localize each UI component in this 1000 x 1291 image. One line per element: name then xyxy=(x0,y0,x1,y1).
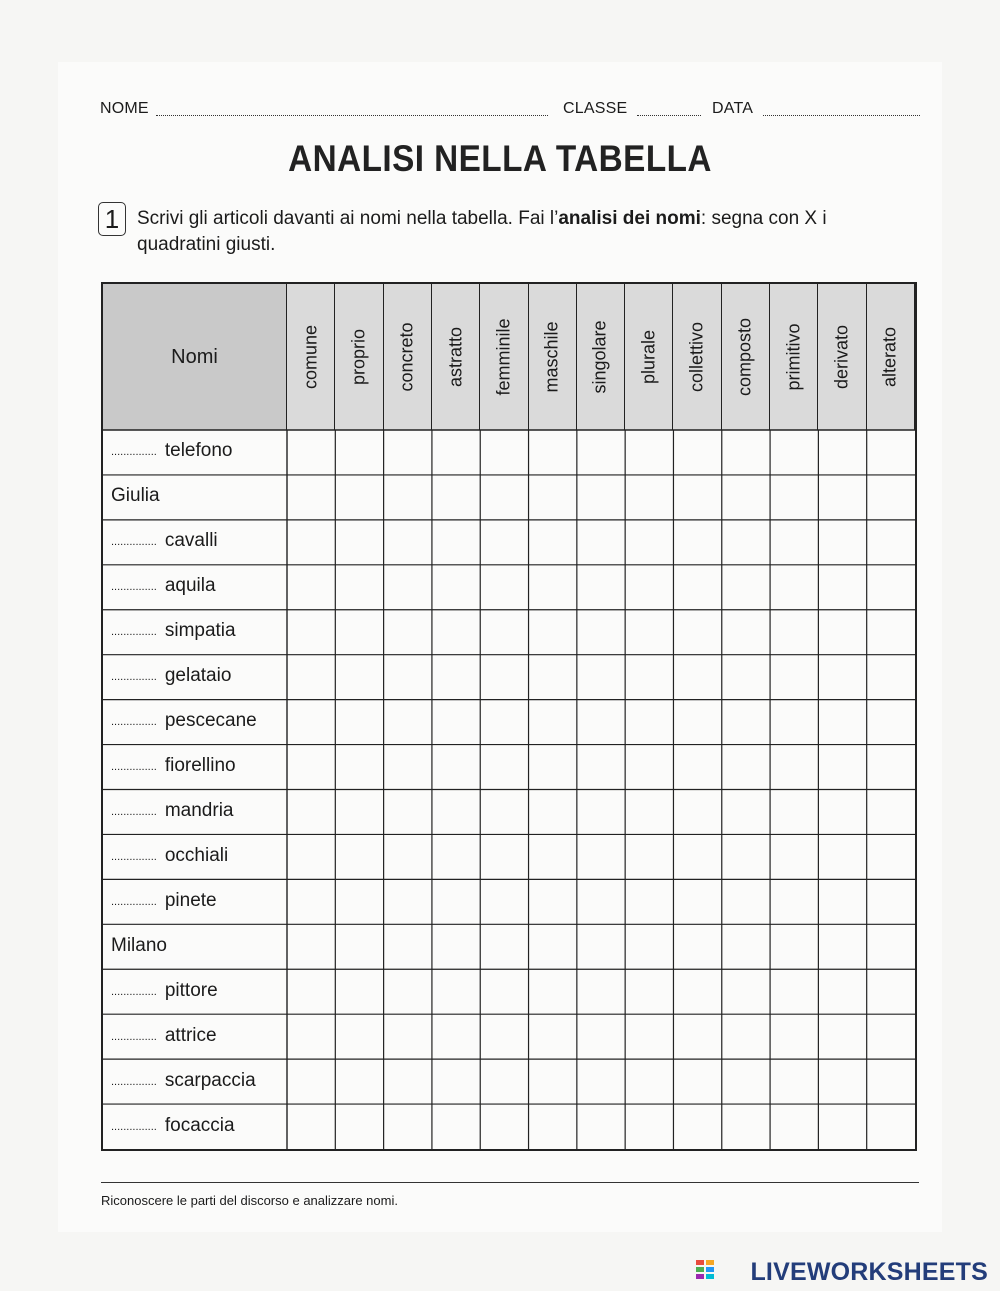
checkbox-cell-milano-primitivo[interactable] xyxy=(771,925,817,968)
checkbox-cell-telefono-astratto[interactable] xyxy=(433,431,479,474)
checkbox-cell-attrice-proprio[interactable] xyxy=(336,1015,382,1058)
checkbox-cell-milano-plurale[interactable] xyxy=(626,925,672,968)
row-noun: cavalli xyxy=(164,530,218,552)
row-label-cavalli xyxy=(111,530,218,552)
checkbox-cell-scarpaccia-femminile[interactable] xyxy=(481,1060,527,1103)
row-noun: fiorellino xyxy=(164,755,236,777)
checkbox-cell-pescecane-collettivo[interactable] xyxy=(674,701,720,744)
checkbox-cell-telefono-comune[interactable] xyxy=(288,431,334,474)
article-blank-field[interactable]: ............... xyxy=(111,446,157,459)
checkbox-cell-telefono-concreto[interactable] xyxy=(385,431,431,474)
checkbox-cell-telefono-alterato[interactable] xyxy=(868,431,914,474)
checkbox-cell-scarpaccia-primitivo[interactable] xyxy=(771,1060,817,1103)
row-label-pescecane xyxy=(111,710,257,732)
checkbox-cell-giulia-collettivo[interactable] xyxy=(674,476,720,519)
checkbox-cell-focaccia-concreto[interactable] xyxy=(385,1105,431,1148)
checkbox-cell-pittore-alterato[interactable] xyxy=(868,970,914,1013)
classe-field[interactable] xyxy=(637,115,701,116)
column-label: concreto xyxy=(396,322,417,392)
checkbox-cell-mandria-maschile[interactable] xyxy=(530,791,576,834)
checkbox-cell-cavalli-composto[interactable] xyxy=(723,521,769,564)
checkbox-cell-telefono-femminile[interactable] xyxy=(481,431,527,474)
row-noun: mandria xyxy=(164,799,234,821)
checkbox-cell-pinete-alterato[interactable] xyxy=(868,880,914,923)
checkbox-cell-fiorellino-plurale[interactable] xyxy=(626,746,672,789)
checkbox-cell-scarpaccia-composto[interactable] xyxy=(723,1060,769,1103)
checkbox-cell-occhiali-composto[interactable] xyxy=(723,835,769,878)
checkbox-cell-simpatia-alterato[interactable] xyxy=(868,611,914,654)
checkbox-cell-focaccia-alterato[interactable] xyxy=(868,1105,914,1148)
checkbox-cell-gelataio-derivato[interactable] xyxy=(819,656,865,699)
checkbox-cell-pescecane-concreto[interactable] xyxy=(385,701,431,744)
checkbox-cell-occhiali-plurale[interactable] xyxy=(626,835,672,878)
checkbox-cell-aquila-maschile[interactable] xyxy=(530,566,576,609)
checkbox-cell-scarpaccia-maschile[interactable] xyxy=(530,1060,576,1103)
checkbox-cell-cavalli-singolare[interactable] xyxy=(578,521,624,564)
data-label: DATA xyxy=(712,100,754,117)
checkbox-cell-focaccia-plurale[interactable] xyxy=(626,1105,672,1148)
row-label-milano xyxy=(111,935,167,957)
checkbox-cell-milano-composto[interactable] xyxy=(723,925,769,968)
checkbox-cell-pittore-maschile[interactable] xyxy=(530,970,576,1013)
student-info-line xyxy=(100,98,920,122)
checkbox-cell-pescecane-primitivo[interactable] xyxy=(771,701,817,744)
checkbox-cell-scarpaccia-astratto[interactable] xyxy=(433,1060,479,1103)
checkbox-cell-pittore-composto[interactable] xyxy=(723,970,769,1013)
checkbox-cell-mandria-primitivo[interactable] xyxy=(771,791,817,834)
column-label: femminile xyxy=(493,318,514,396)
checkbox-cell-simpatia-plurale[interactable] xyxy=(626,611,672,654)
checkbox-cell-giulia-composto[interactable] xyxy=(723,476,769,519)
checkbox-cell-telefono-maschile[interactable] xyxy=(530,431,576,474)
checkbox-cell-occhiali-alterato[interactable] xyxy=(868,835,914,878)
checkbox-cell-telefono-singolare[interactable] xyxy=(578,431,624,474)
checkbox-cell-milano-comune[interactable] xyxy=(288,925,334,968)
checkbox-cell-fiorellino-astratto[interactable] xyxy=(433,746,479,789)
checkbox-cell-attrice-primitivo[interactable] xyxy=(771,1015,817,1058)
checkbox-cell-milano-concreto[interactable] xyxy=(385,925,431,968)
article-blank-field[interactable]: ............... xyxy=(111,536,157,549)
checkbox-cell-pinete-femminile[interactable] xyxy=(481,880,527,923)
article-blank-field[interactable]: ............... xyxy=(111,761,157,774)
checkbox-cell-gelataio-concreto[interactable] xyxy=(385,656,431,699)
row-label-gelataio xyxy=(111,665,231,687)
checkbox-cell-pittore-singolare[interactable] xyxy=(578,970,624,1013)
row-noun: attrice xyxy=(164,1024,217,1046)
checkbox-cell-gelataio-collettivo[interactable] xyxy=(674,656,720,699)
checkbox-cell-pinete-singolare[interactable] xyxy=(578,880,624,923)
checkbox-cell-focaccia-astratto[interactable] xyxy=(433,1105,479,1148)
row-noun: pittore xyxy=(164,979,218,1001)
checkbox-cell-occhiali-singolare[interactable] xyxy=(578,835,624,878)
checkbox-cell-simpatia-composto[interactable] xyxy=(723,611,769,654)
exercise-number: 1 xyxy=(98,202,126,236)
row-noun: pinete xyxy=(164,889,217,911)
row-noun: aquila xyxy=(164,575,216,597)
checkbox-cell-focaccia-singolare[interactable] xyxy=(578,1105,624,1148)
row-noun: Milano xyxy=(111,934,167,956)
row-label-giulia xyxy=(111,485,160,507)
checkbox-cell-attrice-composto[interactable] xyxy=(723,1015,769,1058)
checkbox-cell-milano-femminile[interactable] xyxy=(481,925,527,968)
checkbox-cell-fiorellino-concreto[interactable] xyxy=(385,746,431,789)
checkbox-cell-giulia-plurale[interactable] xyxy=(626,476,672,519)
checkbox-cell-scarpaccia-concreto[interactable] xyxy=(385,1060,431,1103)
checkbox-cell-pittore-derivato[interactable] xyxy=(819,970,865,1013)
row-noun: pescecane xyxy=(164,710,257,732)
checkbox-cell-giulia-maschile[interactable] xyxy=(530,476,576,519)
checkbox-cell-attrice-comune[interactable] xyxy=(288,1015,334,1058)
column-label: plurale xyxy=(638,329,659,385)
article-blank-field[interactable]: ............... xyxy=(111,1075,157,1088)
checkbox-cell-mandria-femminile[interactable] xyxy=(481,791,527,834)
checkbox-cell-mandria-alterato[interactable] xyxy=(868,791,914,834)
checkbox-cell-attrice-astratto[interactable] xyxy=(433,1015,479,1058)
checkbox-cell-fiorellino-composto[interactable] xyxy=(723,746,769,789)
checkbox-cell-pescecane-derivato[interactable] xyxy=(819,701,865,744)
checkbox-cell-cavalli-primitivo[interactable] xyxy=(771,521,817,564)
checkbox-cell-pinete-concreto[interactable] xyxy=(385,880,431,923)
data-field[interactable] xyxy=(763,115,920,116)
checkbox-cell-giulia-derivato[interactable] xyxy=(819,476,865,519)
checkbox-cell-telefono-composto[interactable] xyxy=(723,431,769,474)
exercise-instruction: Scrivi gli articoli davanti ai nomi nella tabella. Fai l’analisi dei nomi: segna con X i quadratini giusti. xyxy=(137,208,827,255)
checkbox-cell-occhiali-concreto[interactable] xyxy=(385,835,431,878)
checkbox-cell-attrice-femminile[interactable] xyxy=(481,1015,527,1058)
checkbox-cell-mandria-collettivo[interactable] xyxy=(674,791,720,834)
checkbox-cell-telefono-derivato[interactable] xyxy=(819,431,865,474)
checkbox-cell-mandria-composto[interactable] xyxy=(723,791,769,834)
checkbox-cell-gelataio-singolare[interactable] xyxy=(578,656,624,699)
checkbox-cell-pittore-comune[interactable] xyxy=(288,970,334,1013)
checkbox-cell-telefono-plurale[interactable] xyxy=(626,431,672,474)
row-label-pinete xyxy=(111,890,217,912)
checkbox-cell-fiorellino-comune[interactable] xyxy=(288,746,334,789)
checkbox-cell-pescecane-maschile[interactable] xyxy=(530,701,576,744)
checkbox-cell-mandria-comune[interactable] xyxy=(288,791,334,834)
column-label: derivato xyxy=(831,324,852,390)
article-blank-field[interactable]: ............... xyxy=(111,850,157,863)
column-label: alterato xyxy=(879,326,900,388)
checkbox-cell-aquila-plurale[interactable] xyxy=(626,566,672,609)
checkbox-cell-focaccia-collettivo[interactable] xyxy=(674,1105,720,1148)
column-label: collettivo xyxy=(686,321,707,393)
checkbox-cell-gelataio-alterato[interactable] xyxy=(868,656,914,699)
checkbox-cell-fiorellino-maschile[interactable] xyxy=(530,746,576,789)
row-noun: telefono xyxy=(164,440,233,462)
checkbox-cell-aquila-proprio[interactable] xyxy=(336,566,382,609)
checkbox-cell-pittore-concreto[interactable] xyxy=(385,970,431,1013)
checkbox-cell-aquila-astratto[interactable] xyxy=(433,566,479,609)
row-label-pittore xyxy=(111,980,218,1002)
checkbox-cell-occhiali-primitivo[interactable] xyxy=(771,835,817,878)
checkbox-cell-fiorellino-proprio[interactable] xyxy=(336,746,382,789)
checkbox-cell-focaccia-maschile[interactable] xyxy=(530,1105,576,1148)
checkbox-cell-giulia-primitivo[interactable] xyxy=(771,476,817,519)
checkbox-cell-gelataio-plurale[interactable] xyxy=(626,656,672,699)
checkbox-cell-pescecane-comune[interactable] xyxy=(288,701,334,744)
checkbox-cell-pittore-collettivo[interactable] xyxy=(674,970,720,1013)
checkbox-cell-pinete-derivato[interactable] xyxy=(819,880,865,923)
checkbox-cell-pescecane-astratto[interactable] xyxy=(433,701,479,744)
classe-label: CLASSE xyxy=(563,100,628,117)
row-label-simpatia xyxy=(111,620,236,642)
column-label: astratto xyxy=(445,326,466,388)
column-label: maschile xyxy=(541,321,562,393)
checkbox-cell-focaccia-femminile[interactable] xyxy=(481,1105,527,1148)
checkbox-cell-giulia-singolare[interactable] xyxy=(578,476,624,519)
checkbox-cell-aquila-concreto[interactable] xyxy=(385,566,431,609)
checkbox-cell-aquila-collettivo[interactable] xyxy=(674,566,720,609)
checkbox-cell-giulia-comune[interactable] xyxy=(288,476,334,519)
checkbox-cell-aquila-derivato[interactable] xyxy=(819,566,865,609)
checkbox-cell-scarpaccia-singolare[interactable] xyxy=(578,1060,624,1103)
row-noun: gelataio xyxy=(164,665,232,687)
footer-note: Riconoscere le parti del discorso e analizzare nomi. xyxy=(101,1193,398,1208)
liveworksheets-logo-icon xyxy=(696,1260,714,1284)
checkbox-cell-focaccia-derivato[interactable] xyxy=(819,1105,865,1148)
checkbox-cell-milano-proprio[interactable] xyxy=(336,925,382,968)
checkbox-cell-attrice-maschile[interactable] xyxy=(530,1015,576,1058)
row-label-aquila xyxy=(111,575,216,597)
article-blank-field[interactable]: ............... xyxy=(111,985,157,998)
brand-wordmark: LIVEWORKSHEETS xyxy=(750,1258,988,1286)
checkbox-cell-scarpaccia-comune[interactable] xyxy=(288,1060,334,1103)
checkbox-cell-gelataio-primitivo[interactable] xyxy=(771,656,817,699)
checkbox-cell-occhiali-maschile[interactable] xyxy=(530,835,576,878)
row-label-telefono xyxy=(111,440,232,462)
row-noun: scarpaccia xyxy=(164,1069,256,1091)
checkbox-cell-occhiali-collettivo[interactable] xyxy=(674,835,720,878)
column-label: composto xyxy=(734,317,755,397)
checkbox-cell-occhiali-astratto[interactable] xyxy=(433,835,479,878)
nome-label: NOME xyxy=(100,100,149,117)
checkbox-cell-scarpaccia-derivato[interactable] xyxy=(819,1060,865,1103)
checkbox-cell-fiorellino-collettivo[interactable] xyxy=(674,746,720,789)
row-label-mandria xyxy=(111,800,234,822)
checkbox-cell-mandria-derivato[interactable] xyxy=(819,791,865,834)
checkbox-cell-attrice-plurale[interactable] xyxy=(626,1015,672,1058)
checkbox-cell-simpatia-singolare[interactable] xyxy=(578,611,624,654)
checkbox-cell-aquila-composto[interactable] xyxy=(723,566,769,609)
checkbox-cell-occhiali-derivato[interactable] xyxy=(819,835,865,878)
checkbox-cell-simpatia-collettivo[interactable] xyxy=(674,611,720,654)
checkbox-cell-attrice-singolare[interactable] xyxy=(578,1015,624,1058)
checkbox-cell-simpatia-derivato[interactable] xyxy=(819,611,865,654)
checkbox-cell-pinete-plurale[interactable] xyxy=(626,880,672,923)
checkbox-cell-cavalli-derivato[interactable] xyxy=(819,521,865,564)
checkbox-cell-attrice-derivato[interactable] xyxy=(819,1015,865,1058)
checkbox-cell-simpatia-primitivo[interactable] xyxy=(771,611,817,654)
checkbox-cell-pinete-astratto[interactable] xyxy=(433,880,479,923)
checkbox-cell-cavalli-astratto[interactable] xyxy=(433,521,479,564)
article-blank-field[interactable]: ............... xyxy=(111,1120,157,1133)
checkbox-cell-scarpaccia-plurale[interactable] xyxy=(626,1060,672,1103)
footer-divider xyxy=(101,1182,919,1183)
checkbox-cell-mandria-astratto[interactable] xyxy=(433,791,479,834)
column-label: comune xyxy=(300,324,321,390)
article-blank-field[interactable]: ............... xyxy=(111,805,157,818)
checkbox-cell-milano-singolare[interactable] xyxy=(578,925,624,968)
header-nomi: Nomi xyxy=(103,284,287,430)
checkbox-cell-pescecane-proprio[interactable] xyxy=(336,701,382,744)
row-label-attrice xyxy=(111,1025,217,1047)
article-blank-field[interactable]: ............... xyxy=(111,1030,157,1043)
checkbox-cell-aquila-primitivo[interactable] xyxy=(771,566,817,609)
checkbox-cell-cavalli-proprio[interactable] xyxy=(336,521,382,564)
checkbox-cell-focaccia-composto[interactable] xyxy=(723,1105,769,1148)
checkbox-cell-pescecane-femminile[interactable] xyxy=(481,701,527,744)
checkbox-cell-pittore-primitivo[interactable] xyxy=(771,970,817,1013)
checkbox-cell-cavalli-alterato[interactable] xyxy=(868,521,914,564)
page-title: ANALISI NELLA TABELLA xyxy=(288,138,712,179)
checkbox-cell-milano-alterato[interactable] xyxy=(868,925,914,968)
checkbox-cell-fiorellino-alterato[interactable] xyxy=(868,746,914,789)
article-blank-field[interactable]: ............... xyxy=(111,716,157,729)
checkbox-cell-focaccia-primitivo[interactable] xyxy=(771,1105,817,1148)
column-label: proprio xyxy=(348,328,369,386)
row-noun: occhiali xyxy=(164,844,229,866)
checkbox-cell-focaccia-comune[interactable] xyxy=(288,1105,334,1148)
checkbox-cell-cavalli-maschile[interactable] xyxy=(530,521,576,564)
checkbox-cell-occhiali-proprio[interactable] xyxy=(336,835,382,878)
checkbox-cell-cavalli-comune[interactable] xyxy=(288,521,334,564)
checkbox-cell-fiorellino-singolare[interactable] xyxy=(578,746,624,789)
checkbox-cell-scarpaccia-alterato[interactable] xyxy=(868,1060,914,1103)
article-blank-field[interactable]: ............... xyxy=(111,626,157,639)
checkbox-cell-cavalli-plurale[interactable] xyxy=(626,521,672,564)
checkbox-cell-aquila-alterato[interactable] xyxy=(868,566,914,609)
checkbox-cell-giulia-proprio[interactable] xyxy=(336,476,382,519)
checkbox-cell-gelataio-femminile[interactable] xyxy=(481,656,527,699)
checkbox-cell-telefono-primitivo[interactable] xyxy=(771,431,817,474)
checkbox-cell-cavalli-collettivo[interactable] xyxy=(674,521,720,564)
checkbox-cell-cavalli-femminile[interactable] xyxy=(481,521,527,564)
checkbox-cell-gelataio-astratto[interactable] xyxy=(433,656,479,699)
checkbox-cell-gelataio-maschile[interactable] xyxy=(530,656,576,699)
checkbox-cell-milano-maschile[interactable] xyxy=(530,925,576,968)
checkbox-cell-simpatia-femminile[interactable] xyxy=(481,611,527,654)
checkbox-cell-milano-derivato[interactable] xyxy=(819,925,865,968)
checkbox-cell-simpatia-proprio[interactable] xyxy=(336,611,382,654)
row-label-fiorellino xyxy=(111,755,236,777)
checkbox-cell-giulia-alterato[interactable] xyxy=(868,476,914,519)
checkbox-cell-pittore-femminile[interactable] xyxy=(481,970,527,1013)
checkbox-cell-pescecane-singolare[interactable] xyxy=(578,701,624,744)
checkbox-cell-aquila-comune[interactable] xyxy=(288,566,334,609)
checkbox-cell-occhiali-comune[interactable] xyxy=(288,835,334,878)
checkbox-cell-pescecane-plurale[interactable] xyxy=(626,701,672,744)
article-blank-field[interactable]: ............... xyxy=(111,671,157,684)
checkbox-cell-simpatia-maschile[interactable] xyxy=(530,611,576,654)
checkbox-cell-pescecane-alterato[interactable] xyxy=(868,701,914,744)
checkbox-cell-simpatia-comune[interactable] xyxy=(288,611,334,654)
checkbox-cell-pinete-maschile[interactable] xyxy=(530,880,576,923)
checkbox-cell-mandria-concreto[interactable] xyxy=(385,791,431,834)
checkbox-cell-simpatia-concreto[interactable] xyxy=(385,611,431,654)
row-label-scarpaccia xyxy=(111,1070,256,1092)
checkbox-cell-aquila-femminile[interactable] xyxy=(481,566,527,609)
column-label: primitivo xyxy=(783,323,804,391)
row-noun: simpatia xyxy=(164,620,236,642)
checkbox-cell-pittore-plurale[interactable] xyxy=(626,970,672,1013)
checkbox-cell-simpatia-astratto[interactable] xyxy=(433,611,479,654)
checkbox-cell-mandria-singolare[interactable] xyxy=(578,791,624,834)
checkbox-cell-gelataio-comune[interactable] xyxy=(288,656,334,699)
checkbox-cell-telefono-collettivo[interactable] xyxy=(674,431,720,474)
checkbox-cell-pinete-primitivo[interactable] xyxy=(771,880,817,923)
article-blank-field[interactable]: ............... xyxy=(111,895,157,908)
checkbox-cell-mandria-proprio[interactable] xyxy=(336,791,382,834)
checkbox-cell-mandria-plurale[interactable] xyxy=(626,791,672,834)
checkbox-cell-fiorellino-derivato[interactable] xyxy=(819,746,865,789)
article-blank-field[interactable]: ............... xyxy=(111,581,157,594)
checkbox-cell-pinete-proprio[interactable] xyxy=(336,880,382,923)
checkbox-cell-giulia-concreto[interactable] xyxy=(385,476,431,519)
checkbox-cell-fiorellino-femminile[interactable] xyxy=(481,746,527,789)
checkbox-cell-gelataio-composto[interactable] xyxy=(723,656,769,699)
checkbox-cell-pinete-composto[interactable] xyxy=(723,880,769,923)
checkbox-cell-fiorellino-primitivo[interactable] xyxy=(771,746,817,789)
analysis-table xyxy=(101,282,917,1151)
checkbox-cell-giulia-astratto[interactable] xyxy=(433,476,479,519)
checkbox-cell-milano-collettivo[interactable] xyxy=(674,925,720,968)
checkbox-cell-pescecane-composto[interactable] xyxy=(723,701,769,744)
checkbox-cell-aquila-singolare[interactable] xyxy=(578,566,624,609)
checkbox-cell-occhiali-femminile[interactable] xyxy=(481,835,527,878)
row-label-occhiali xyxy=(111,845,228,867)
checkbox-cell-scarpaccia-proprio[interactable] xyxy=(336,1060,382,1103)
checkbox-cell-pinete-comune[interactable] xyxy=(288,880,334,923)
nome-field[interactable] xyxy=(156,115,548,116)
checkbox-cell-attrice-concreto[interactable] xyxy=(385,1015,431,1058)
checkbox-cell-pinete-collettivo[interactable] xyxy=(674,880,720,923)
checkbox-cell-pittore-astratto[interactable] xyxy=(433,970,479,1013)
checkbox-cell-giulia-femminile[interactable] xyxy=(481,476,527,519)
row-noun: focaccia xyxy=(164,1114,235,1136)
row-label-focaccia xyxy=(111,1115,235,1137)
checkbox-cell-attrice-collettivo[interactable] xyxy=(674,1015,720,1058)
checkbox-cell-cavalli-concreto[interactable] xyxy=(385,521,431,564)
column-label: singolare xyxy=(589,320,610,394)
checkbox-cell-scarpaccia-collettivo[interactable] xyxy=(674,1060,720,1103)
checkbox-cell-gelataio-proprio[interactable] xyxy=(336,656,382,699)
checkbox-cell-telefono-proprio[interactable] xyxy=(336,431,382,474)
checkbox-cell-pittore-proprio[interactable] xyxy=(336,970,382,1013)
checkbox-cell-focaccia-proprio[interactable] xyxy=(336,1105,382,1148)
checkbox-cell-milano-astratto[interactable] xyxy=(433,925,479,968)
checkbox-cell-attrice-alterato[interactable] xyxy=(868,1015,914,1058)
row-noun: Giulia xyxy=(111,485,160,507)
